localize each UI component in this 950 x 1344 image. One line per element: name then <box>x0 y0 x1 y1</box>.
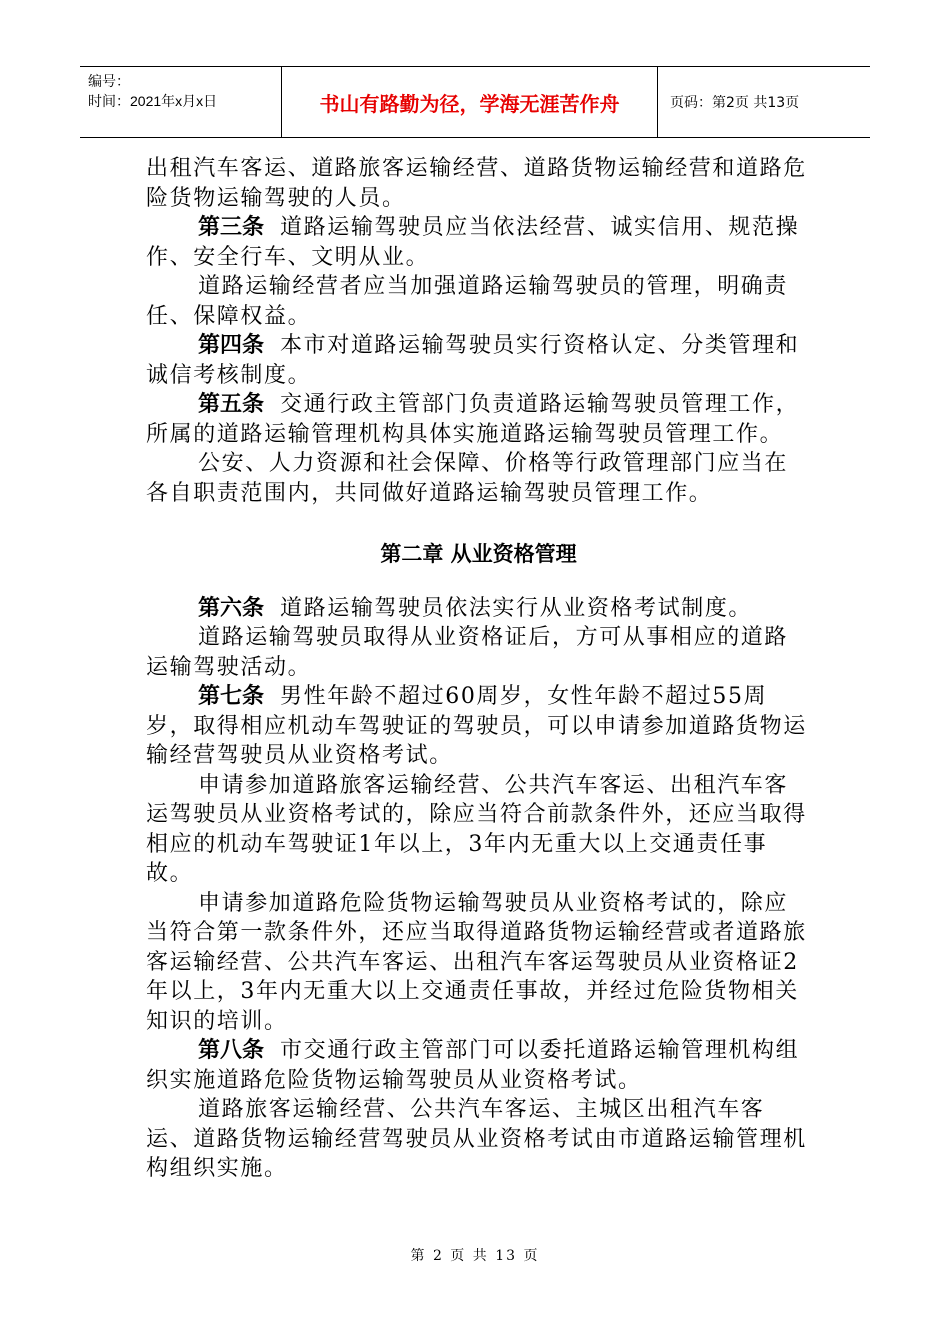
article-text: 道路运输驾驶员应当依法经营、诚实信用、规范操作、安全行车、文明从业。 <box>146 215 800 270</box>
header-motto: 书山有路勤为径，学海无涯苦作舟 <box>282 67 658 137</box>
article-5 <box>146 390 811 449</box>
document-body <box>146 154 811 1184</box>
header-meta <box>80 67 282 137</box>
paragraph: 道路运输经营者应当加强道路运输驾驶员的管理，明确责任、保障权益。 <box>146 274 789 329</box>
article-7 <box>146 682 811 771</box>
article-label: 第七条 <box>198 684 265 709</box>
number-label: 编号： <box>88 73 130 89</box>
article-label: 第八条 <box>198 1038 265 1063</box>
article-label: 第六条 <box>198 595 265 621</box>
article-text: 男性年龄不超过60周岁，女性年龄不超过55周岁，取得相应机动车驾驶证的驾驶员，可以申请参加道路货物运输经营驾驶员从业资格考试。 <box>146 684 807 768</box>
article-8 <box>146 1036 811 1095</box>
paragraph: 申请参加道路危险货物运输驾驶员从业资格考试的，除应当符合第一款条件外，还应当取得道路货物运输经营或者道路旅客运输经营、公共汽车客运、出租汽车客运驾驶员从业资格证2年以上，3年内无重大以上交通责任事故，并经过危险货物相关知识的培训。 <box>146 890 807 1034</box>
article-label: 第五条 <box>198 392 265 417</box>
article-3 <box>146 213 811 272</box>
article-label: 第三条 <box>198 215 265 240</box>
article-4 <box>146 331 811 390</box>
article-6 <box>146 594 811 624</box>
page-header <box>80 66 870 138</box>
paragraph: 出租汽车客运、道路旅客运输经营、道路货物运输经营和道路危险货物运输驾驶的人员。 <box>146 156 807 211</box>
paragraph: 申请参加道路旅客运输经营、公共汽车客运、出租汽车客运驾驶员从业资格考试的，除应当符合前款条件外，还应当取得相应的机动车驾驶证1年以上，3年内无重大以上交通责任事故。 <box>146 772 807 886</box>
paragraph: 道路运输驾驶员取得从业资格证后，方可从事相应的道路运输驾驶活动。 <box>146 625 789 680</box>
paragraph: 道路旅客运输经营、公共汽车客运、主城区出租汽车客运、道路货物运输经营驾驶员从业资格考试由市道路运输管理机构组织实施。 <box>146 1097 807 1181</box>
article-label: 第四条 <box>198 333 265 358</box>
article-text: 本市对道路运输驾驶员实行资格认定、分类管理和诚信考核制度。 <box>146 333 800 388</box>
header-page-info: 页码：第2页 共13页 <box>670 95 800 111</box>
chapter-heading: 第二章 从业资格管理 <box>380 542 577 566</box>
article-text: 道路运输驾驶员依法实行从业资格考试制度。 <box>280 595 753 621</box>
page-footer: 第 2 页 共 13 页 <box>410 1248 540 1264</box>
article-text: 市交通行政主管部门可以委托道路运输管理机构组织实施道路危险货物运输驾驶员从业资格考试。 <box>146 1038 800 1093</box>
paragraph: 公安、人力资源和社会保障、价格等行政管理部门应当在各自职责范围内，共同做好道路运输驾驶员管理工作。 <box>146 451 789 506</box>
time-label: 时间：2021年x月x日 <box>88 93 218 109</box>
article-text: 交通行政主管部门负责道路运输驾驶员管理工作，所属的道路运输管理机构具体实施道路运输驾驶员管理工作。 <box>146 392 800 447</box>
